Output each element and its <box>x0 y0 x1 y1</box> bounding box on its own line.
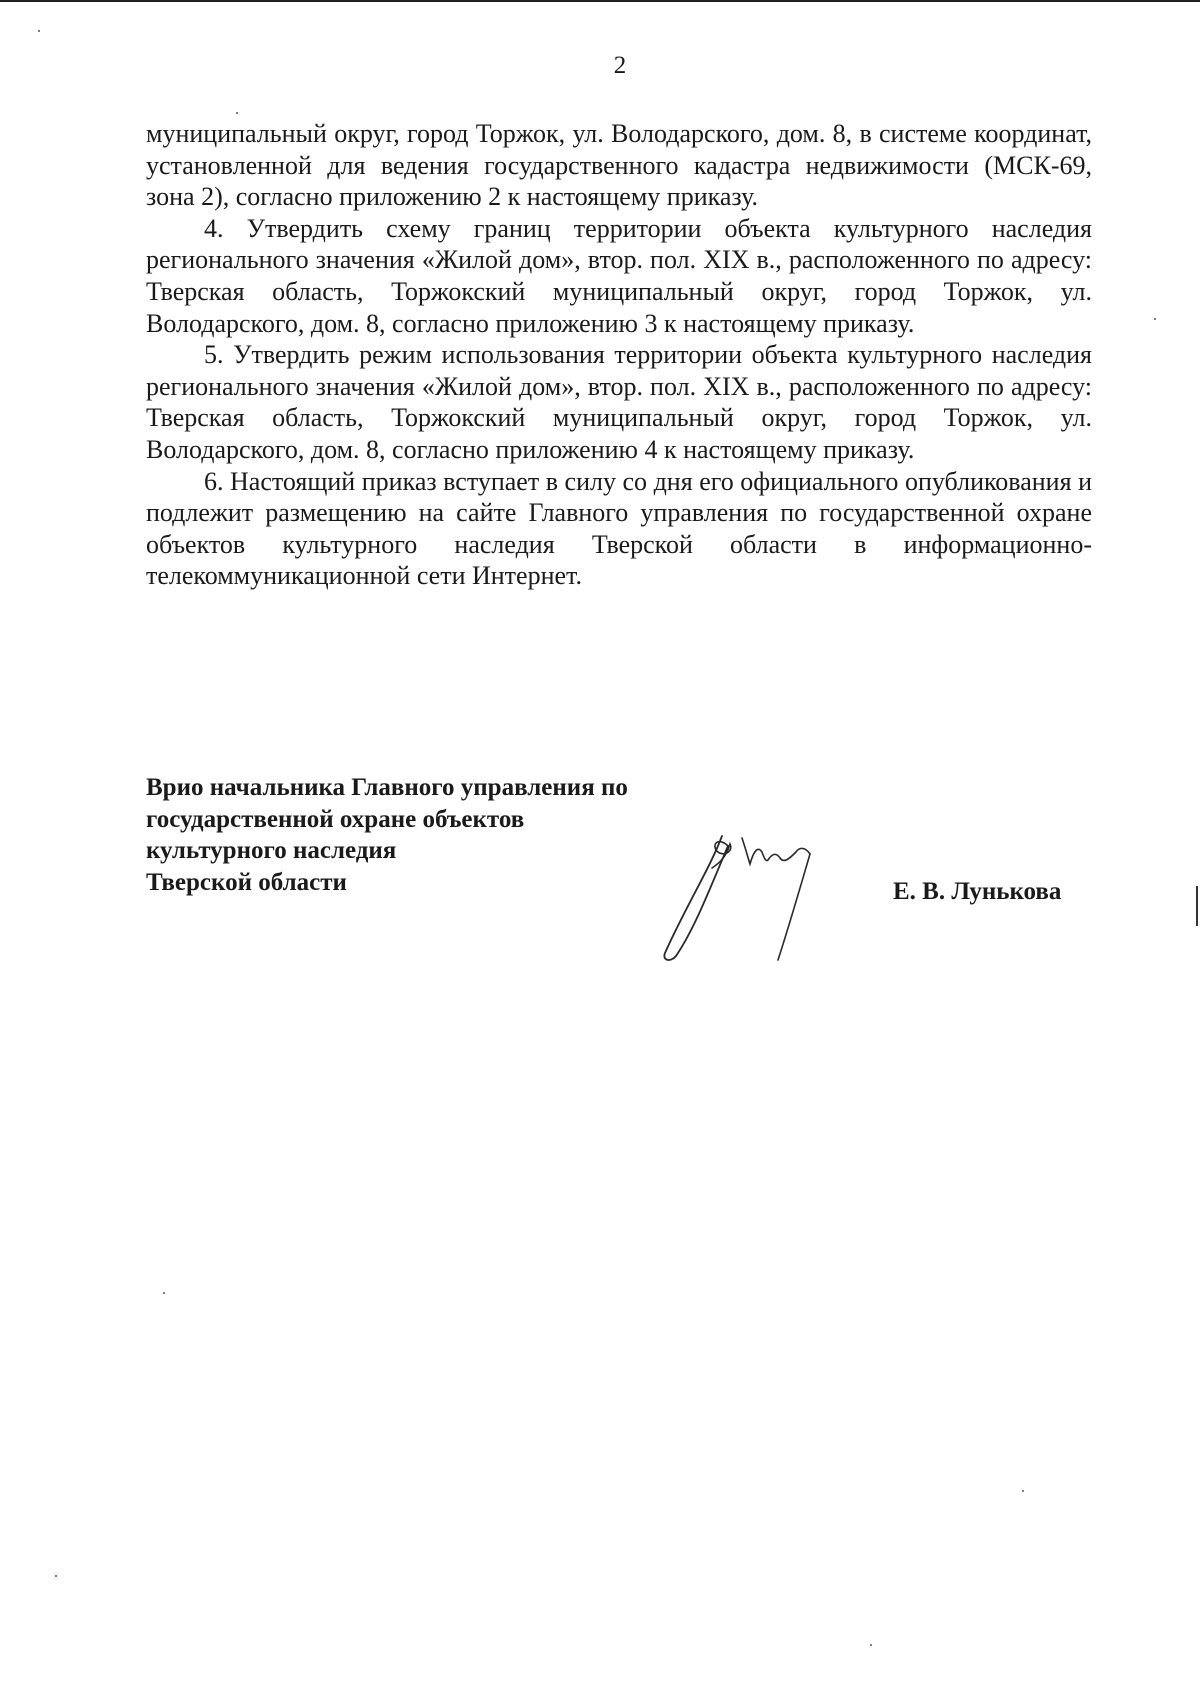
handwritten-signature <box>650 828 850 968</box>
signer-position-line: Врио начальника Главного управления по <box>146 774 628 801</box>
signer-position-line: культурного наследия <box>146 837 397 864</box>
scan-edge-mark <box>1196 886 1198 926</box>
document-body <box>146 118 1092 592</box>
signer-position-line: государственной охране объектов <box>146 805 525 833</box>
page-number: 2 <box>613 52 627 79</box>
paragraph-continuation: муниципальный округ, город Торжок, ул. Володарского, дом. 8, в системе координат, установленной для ведения государственного кадастра недвижимости (МСК-69, зона 2), согласно приложению 2 к настоящему приказу. <box>146 119 1092 212</box>
scan-speck <box>38 30 40 32</box>
scan-speck <box>236 112 238 114</box>
scan-speck <box>163 1292 165 1294</box>
scan-speck <box>870 1644 872 1646</box>
signer-name: Е. В. Лунькова <box>893 878 1062 905</box>
scan-speck <box>1022 1490 1024 1492</box>
paragraph-item-6: 6. Настоящий приказ вступает в силу со дня его официального опубликования и подлежит размещению на сайте Главного управления по государственной охране объектов культурного наследия Тверской области в информационно-телекоммуникационной сети Интернет. <box>146 466 1092 591</box>
scan-speck <box>1154 318 1156 320</box>
paragraph-item-4: 4. Утвердить схему границ территории объекта культурного наследия регионального значения «Жилой дом», втор. пол. XIX в., расположенного по адресу: Тверская область, Торжокский муниципальный округ, город Торжок, ул. Володарского, дом. 8, согласно приложению 3 к настоящему приказу. <box>146 213 1092 338</box>
scan-speck <box>55 1575 57 1577</box>
paragraph-item-5: 5. Утвердить режим использования территории объекта культурного наследия регионального значения «Жилой дом», втор. пол. XIX в., расположенного по адресу: Тверская область, Торжокский муниципальный округ, город Торжок, ул. Володарского, дом. 8, согласно приложению 4 к настоящему приказу. <box>146 340 1092 464</box>
signer-position <box>146 772 628 898</box>
top-border <box>0 0 1200 2</box>
signer-position-line: Тверской области <box>146 868 347 896</box>
